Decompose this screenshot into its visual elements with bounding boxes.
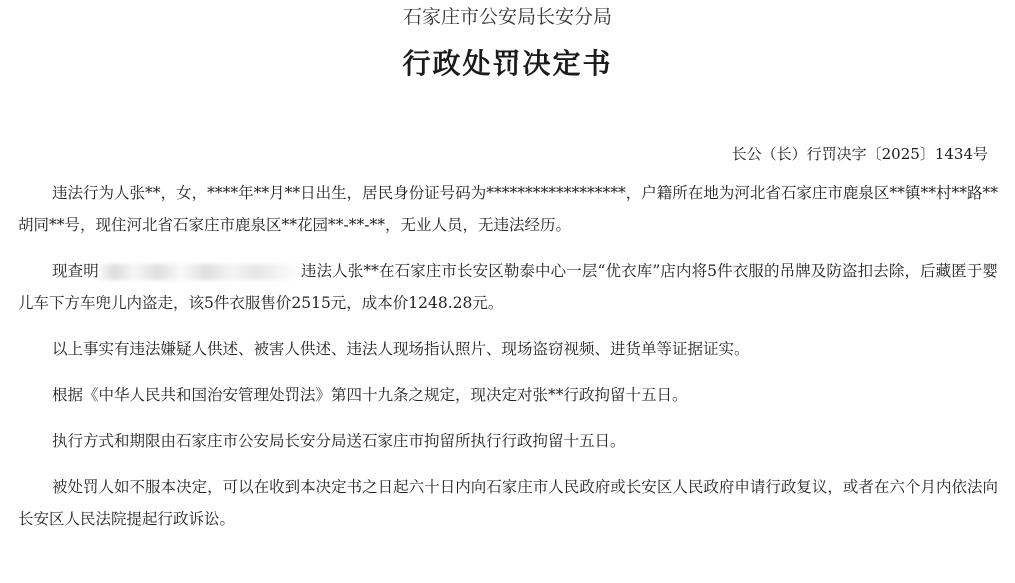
redaction-blur [99,264,295,280]
document-body [18,177,998,549]
offender-info-paragraph: 违法行为人张**，女，****年**月**日出生，居民身份证号码为******************，户籍所在地为河北省石家庄市鹿泉区**镇**村**路**胡同**号，现住河北省石家庄市鹿泉区**花园**-**-**，无业人员，无违法经历。 [18,184,998,234]
execution-paragraph: 执行方式和期限由石家庄市公安局长安分局送石家庄市拘留所执行行政拘留十五日。 [52,432,626,450]
evidence-paragraph: 以上事实有违法嫌疑人供述、被害人供述、违法人现场指认照片、现场盗窃视频、进货单等证据证实。 [52,340,750,358]
appeal-rights-paragraph: 被处罚人如不服本决定，可以在收到本决定书之日起六十日内向石家庄市人民政府或长安区人民政府申请行政复议，或者在六个月内依法向长安区人民法院提起行政诉讼。 [18,478,998,528]
document-title: 行政处罚决定书 [402,47,613,80]
facts-prefix: 现查明 [52,262,99,280]
legal-basis-paragraph: 根据《中华人民共和国治安管理处罚法》第四十九条之规定，现决定对张**行政拘留十五日。 [52,386,688,404]
issuing-agency: 石家庄市公安局长安分局 [402,6,612,28]
facts-text: 违法人张**在石家庄市长安区勒泰中心一层“优衣库”店内将5件衣服的吊牌及防盗扣去除，后藏匿于婴儿车下方车兜儿内盗走，该5件衣服售价2515元，成本价1248.28元。 [18,262,998,312]
document-number: 长公（长）行罚决字〔2025〕1434号 [731,145,988,163]
facts-paragraph [18,255,998,319]
